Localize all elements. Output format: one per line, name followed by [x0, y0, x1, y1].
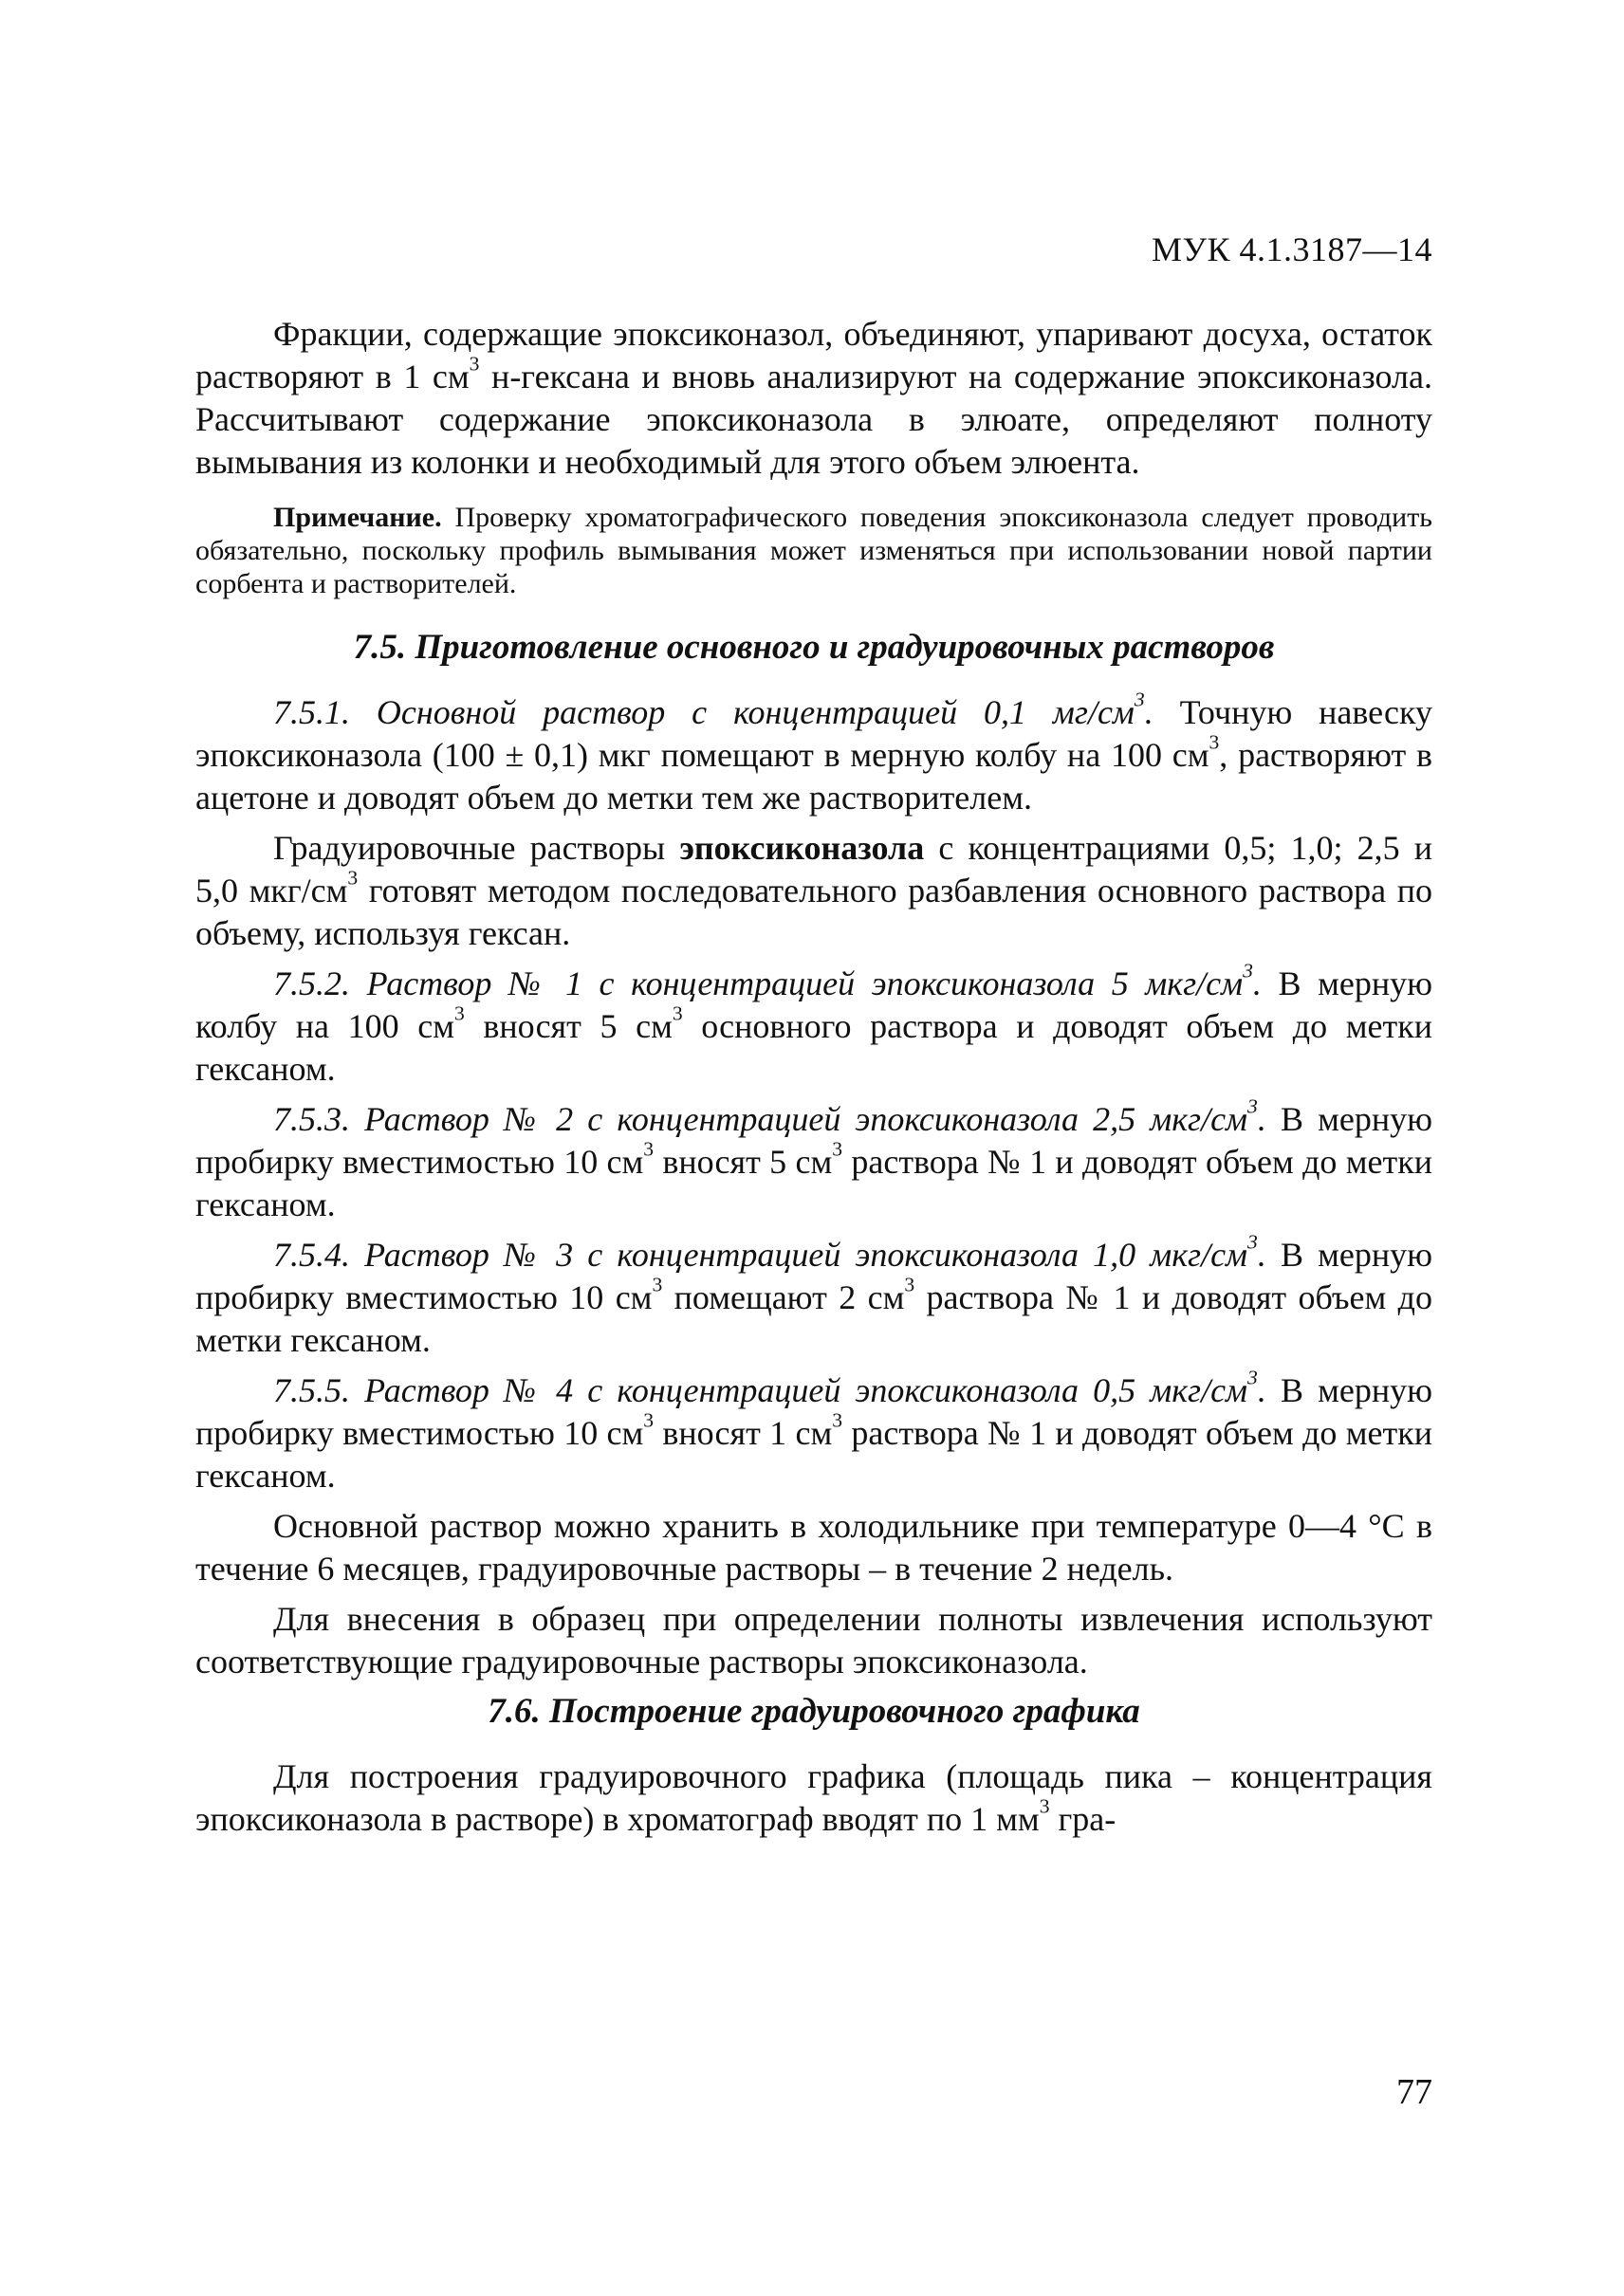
subsection-title-7-5-4: 7.5.4. Раствор № 3 с концентрацией эпоксиконазола 1,0 мкг/$см^3$. [273, 1230, 1266, 1274]
superscript: 3 [347, 866, 359, 890]
paragraph-calibration-solutions [195, 827, 1432, 955]
text-span: вносят 5 см [464, 1007, 673, 1045]
text-span: Точную навеску эпоксиконазола (100 ± 0,1) мкг помещают в мерную колбу на 100 см [195, 693, 1433, 774]
superscript: 3 [1209, 730, 1220, 754]
text-span: Фракции, содержащие эпоксиконазол, объединяют, упаривают досуха, остаток растворяют в 1 см [195, 315, 1432, 395]
superscript: 3 [469, 352, 480, 376]
text-span: раствора № 1 и доводят объем до метки гексаном. [195, 1414, 1432, 1495]
text-span: 7.5.1. Основной раствор с концентрацией 0,1 мг/см [273, 693, 1135, 731]
paragraph-calibration-graph [195, 1755, 1432, 1841]
paragraph-7-5-4 [195, 1230, 1432, 1362]
paragraph-7-5-5 [195, 1366, 1432, 1497]
subsection-title-7-5-2: 7.5.2. Раствор № 1 с концентрацией эпоксиконазола 5 мкг/$см^3$. [273, 959, 1262, 1002]
superscript: 3 [643, 1408, 655, 1432]
text-span: В мерную пробирку вместимостью 10 см [195, 1236, 1432, 1316]
text-span: 7.5.4. Раствор № 3 с концентрацией эпоксиконазола 1,0 мкг/см [273, 1236, 1248, 1274]
superscript: 3 [1134, 688, 1145, 711]
text-span: с концентрациями 0,5; 1,0; 2,5 и 5,0 мкг/см [195, 829, 1432, 909]
subsection-title-7-5-5: 7.5.5. Раствор № 4 с концентрацией эпоксиконазола 0,5 мкг/$см^3$. [273, 1366, 1266, 1409]
note-text: Проверку хроматографического поведения эпоксиконазола следует проводить обязательно, поскольку профиль вымывания может изменяться при использовании новой партии сорбента и растворителей. [195, 502, 1432, 599]
text-span: , растворяют в ацетоне и доводят объем до метки тем же растворителем. [195, 736, 1433, 817]
superscript: 3 [643, 1137, 655, 1161]
superscript: 3 [904, 1273, 915, 1296]
superscript: 3 [1039, 1794, 1050, 1818]
text-span: н-гексана и вновь анализируют на содержание эпоксиконазола. Рассчитывают содержание эпоксиконазола в элюате, определяют полноту вымывания из колонки и необходимый для этого объем элюента. [195, 358, 1432, 481]
section-title-7-6: 7.6. Построение градуировочного графика [488, 1692, 1140, 1731]
text-span: В мерную пробирку вместимостью 10 см [195, 1371, 1432, 1452]
page-number: 77 [1396, 2072, 1432, 2112]
text-span: раствора № 1 и доводят объем до метки гексаном. [195, 1143, 1432, 1223]
text-span: 7.5.2. Раствор № 1 с концентрацией эпоксиконазола 5 мкг/см [273, 964, 1244, 1002]
superscript: 3 [652, 1273, 663, 1296]
superscript: 3 [1243, 959, 1253, 983]
superscript: 3 [1247, 1094, 1258, 1118]
section-title-7-5: 7.5. Приготовление основного и градуировочных растворов [353, 628, 1275, 667]
text-span: помещают 2 см [662, 1278, 905, 1316]
bold-term: эпоксиконазола [679, 829, 925, 867]
paragraph-storage: Основной раствор можно хранить в холодильнике при температуре 0—4 °С в течение 6 месяцев, градуировочные растворы – в течение 2 недель. [195, 1507, 1432, 1588]
text-span: 7.5.3. Раствор № 2 с концентрацией эпоксиконазола 2,5 мкг/см [273, 1100, 1248, 1138]
document-body [195, 313, 1432, 1848]
paragraph-fractions [195, 313, 1432, 484]
text-span: вносят 1 см [654, 1414, 833, 1452]
text-span: В мерную пробирку вместимостью 10 см [195, 1100, 1432, 1181]
text-span: В мерную колбу на 100 см [195, 964, 1432, 1045]
paragraph-usage: Для внесения в образец при определении полноты извлечения используют соответствующие градуировочные растворы эпоксиконазола. [195, 1600, 1432, 1681]
superscript: 3 [453, 1001, 465, 1025]
text-span: гра- [1049, 1800, 1116, 1838]
note-paragraph [195, 501, 1432, 600]
document-code-header: МУК 4.1.3187—14 [1151, 230, 1432, 268]
paragraph-7-5-2 [195, 959, 1432, 1091]
text-span: вносят 5 см [654, 1143, 833, 1181]
text-span: готовят методом последовательного разбавления основного раствора по объему, используя гексан. [195, 872, 1432, 952]
text-span: Градуировочные растворы [273, 829, 680, 867]
superscript: 3 [672, 1001, 683, 1025]
note-label: Примечание. [273, 502, 442, 533]
superscript: 3 [832, 1408, 843, 1432]
superscript: 3 [1247, 1230, 1258, 1254]
paragraph-7-5-1 [195, 688, 1433, 819]
subsection-title-7-5-3: 7.5.3. Раствор № 2 с концентрацией эпоксиконазола 2,5 мкг/$см^3$. [273, 1094, 1266, 1138]
text-span: основного раствора и доводят объем до метки гексаном. [195, 1007, 1432, 1088]
paragraph-7-5-3 [195, 1094, 1432, 1226]
text-span: Для построения градуировочного графика (площадь пика – концентрация эпоксиконазола в растворе) в хроматограф вводят по 1 мм [195, 1757, 1432, 1838]
superscript: 3 [1247, 1366, 1258, 1389]
text-span: раствора № 1 и доводят объем до метки гексаном. [195, 1278, 1432, 1359]
subsection-title-7-5-1: 7.5.1. Основной раствор с концентрацией 0,1 $мг/см^3$. [273, 688, 1153, 731]
superscript: 3 [832, 1137, 843, 1161]
text-span: 7.5.5. Раствор № 4 с концентрацией эпоксиконазола 0,5 мкг/см [273, 1371, 1248, 1409]
